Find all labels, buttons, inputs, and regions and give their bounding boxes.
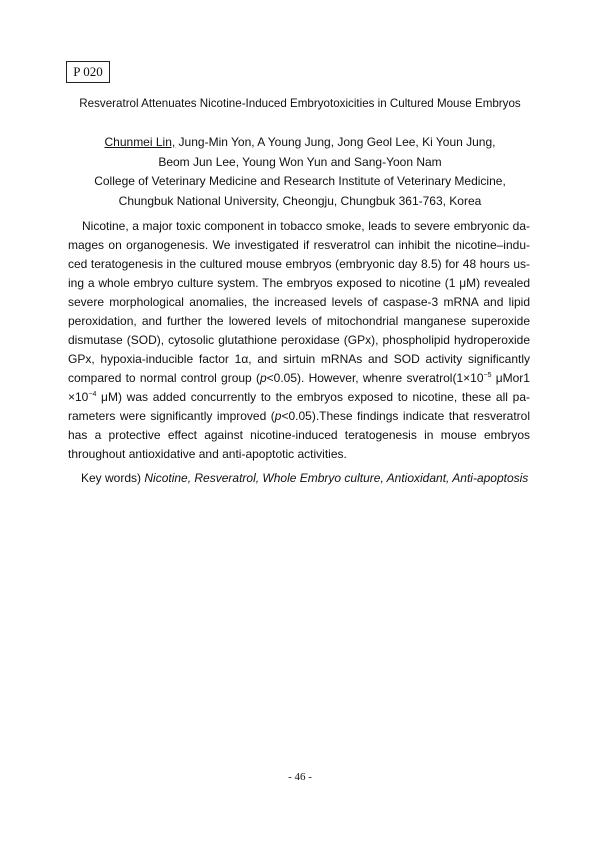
abstract-text: μM) was added concurrently to the embryos exposed to nicotine, these all pa- bbox=[96, 390, 530, 404]
affiliation-line-2: Chungbuk National University, Cheongju, Chungbuk 361-763, Korea bbox=[118, 193, 482, 208]
author-block bbox=[60, 133, 540, 211]
p-value-symbol: p bbox=[274, 409, 282, 423]
abstract-text: compared to normal control group ( bbox=[68, 371, 260, 385]
abstract-text: μMor1 bbox=[491, 371, 530, 385]
abstract-line: GPx, hypoxia-inducible factor 1α, and sirtuin mRNAs and SOD activity significantly bbox=[68, 352, 530, 366]
abstract-text: ×10 bbox=[68, 390, 89, 404]
abstract-line: ing a whole embryo culture system. The embryos exposed to nicotine (1 μM) revealed bbox=[68, 276, 530, 290]
paper-title: Resveratrol Attenuates Nicotine-Induced Embryotoxicities in Cultured Mouse Embryos bbox=[79, 97, 521, 110]
exponent: −4 bbox=[88, 391, 97, 398]
abstract-line: has a protective effect against nicotine-induced teratogenesis in mouse embryos bbox=[68, 428, 530, 442]
abstract-body bbox=[68, 217, 530, 464]
page-number: - 46 - bbox=[288, 771, 312, 783]
abstract-line: throughout antioxidative and anti-apoptotic activities. bbox=[68, 447, 347, 461]
abstract-text: rameters were significantly improved ( bbox=[68, 409, 275, 423]
authors-line-1 bbox=[60, 133, 540, 153]
abstract-line bbox=[68, 407, 530, 426]
keywords-label: Key words) bbox=[81, 471, 145, 485]
abstract-line bbox=[68, 369, 530, 388]
keywords-terms: Nicotine, Resveratrol, Whole Embryo culture, Antioxidant, Anti-apoptosis bbox=[144, 471, 529, 485]
abstract-line: ced teratogenesis in the cultured mouse embryos (embryonic day 8.5) for 48 hours us- bbox=[68, 257, 530, 271]
authors-line-2: Beom Jun Lee, Young Won Yun and Sang-Yoon Nam bbox=[158, 154, 442, 169]
abstract-line: severe morphological anomalies, the increased levels of caspase-3 mRNA and lipid bbox=[68, 295, 530, 309]
abstract-line: peroxidation, and further the lowered levels of mitochondrial manganese superoxide bbox=[68, 314, 530, 328]
abstract-text: <0.05). However, whenre sveratrol(1×10 bbox=[266, 371, 484, 385]
poster-code: P 020 bbox=[73, 64, 103, 79]
exponent: −5 bbox=[483, 372, 492, 379]
abstract-line bbox=[68, 388, 530, 407]
abstract-line: mages on organogenesis. We investigated if resveratrol can inhibit the nicotine–indu- bbox=[68, 238, 530, 252]
affiliation-line-1: College of Veterinary Medicine and Research Institute of Veterinary Medicine, bbox=[94, 174, 506, 188]
keywords bbox=[81, 469, 531, 488]
abstract-line: Nicotine, a major toxic component in tobacco smoke, leads to severe embryonic da- bbox=[82, 219, 530, 233]
poster-code-box bbox=[66, 61, 110, 83]
presenting-author: Chunmei Lin, bbox=[104, 135, 176, 149]
abstract-line: dismutase (SOD), cytosolic glutathione peroxidase (GPx), phospholipid hydroperoxide bbox=[68, 333, 530, 347]
co-authors: Jung-Min Yon, A Young Jung, Jong Geol Lee, Ki Youn Jung, bbox=[175, 135, 496, 149]
abstract-text: <0.05).These findings indicate that resveratrol bbox=[281, 409, 530, 423]
p-value-symbol: p bbox=[259, 371, 267, 385]
